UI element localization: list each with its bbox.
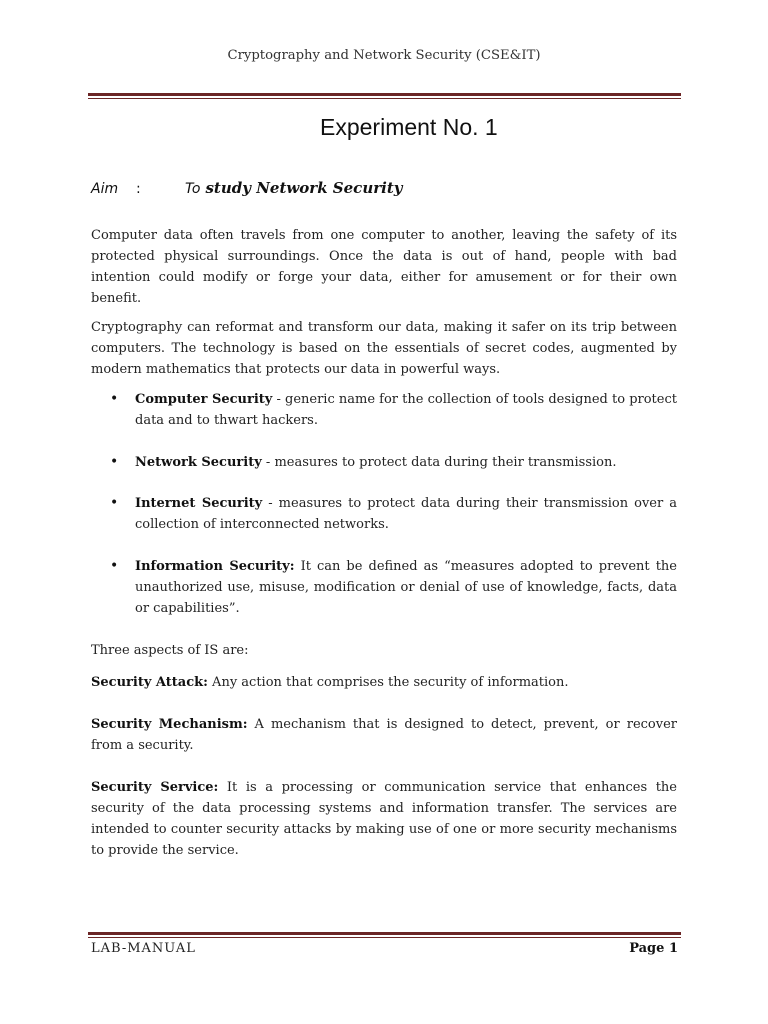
bullet-computer-security xyxy=(110,389,677,431)
page-number: Page 1 xyxy=(629,941,678,956)
bullet-text: It can be defined as “measures adopted to prevent the unauthorized use, misuse, modification or denial of use of knowledge, facts, data or capabilities”. xyxy=(135,559,677,616)
aim-colon: : xyxy=(136,181,141,197)
aspect-label: Security Attack: xyxy=(91,675,208,690)
aim-label: Aim xyxy=(91,181,119,197)
aspect-text: Any action that comprises the security of information. xyxy=(207,675,569,690)
bullet-dot-icon: • xyxy=(110,391,119,407)
aspect-label: Security Service: xyxy=(91,780,219,795)
bullet-term: Internet Security xyxy=(135,496,263,511)
bullet-term: Computer Security xyxy=(135,392,273,407)
aim-line xyxy=(91,178,402,197)
bullet-text: - generic name for the collection of tools designed to protect data and to thwart hackers. xyxy=(135,392,677,428)
aspect-text: It is a processing or communication service that enhances the security of the data processing systems and information transfer. The services are intended to counter security attacks by making use of one or more security mechanisms to provide the service. xyxy=(91,780,677,858)
bullet-term: Information Security: xyxy=(135,559,295,574)
intro-paragraph-1: Computer data often travels from one computer to another, leaving the safety of its protected physical surroundings. Once the data is out of hand, people with bad intention could modify or forge your data, either for amusement or for their own benefit. xyxy=(91,228,677,306)
header-rule xyxy=(88,93,681,99)
experiment-title: Experiment No. 1 xyxy=(320,114,498,140)
aspect-security-service xyxy=(91,777,677,861)
aim-to: To xyxy=(185,181,201,197)
bullet-network-security xyxy=(110,452,677,473)
bullet-information-security xyxy=(110,556,677,619)
intro-paragraph-2: Cryptography can reformat and transform our data, making it safer on its trip between computers. The technology is based on the essentials of secret codes, augmented by modern mathematics that protects our data in powerful ways. xyxy=(91,320,677,377)
bullet-dot-icon: • xyxy=(110,495,119,511)
footer-rule xyxy=(88,932,681,938)
aspect-text: A mechanism that is designed to detect, prevent, or recover from a security. xyxy=(91,717,677,753)
aspects-intro: Three aspects of IS are: xyxy=(91,643,249,658)
bullet-dot-icon: • xyxy=(110,454,119,470)
running-header: Cryptography and Network Security (CSE&IT) xyxy=(227,48,541,63)
aim-text: study Network Security xyxy=(205,179,403,197)
aspect-security-mechanism xyxy=(91,714,677,756)
bullet-internet-security xyxy=(110,493,677,535)
bullet-dot-icon: • xyxy=(110,558,119,574)
bullet-term: Network Security xyxy=(135,455,262,470)
footer-lab-manual: LAB-MANUAL xyxy=(91,941,196,956)
aspect-label: Security Mechanism: xyxy=(91,717,248,732)
bullet-text: - measures to protect data during their transmission. xyxy=(261,455,617,470)
bullet-text: - measures to protect data during their transmission over a collection of interconnected networks. xyxy=(135,496,677,532)
aspect-security-attack xyxy=(91,672,677,693)
